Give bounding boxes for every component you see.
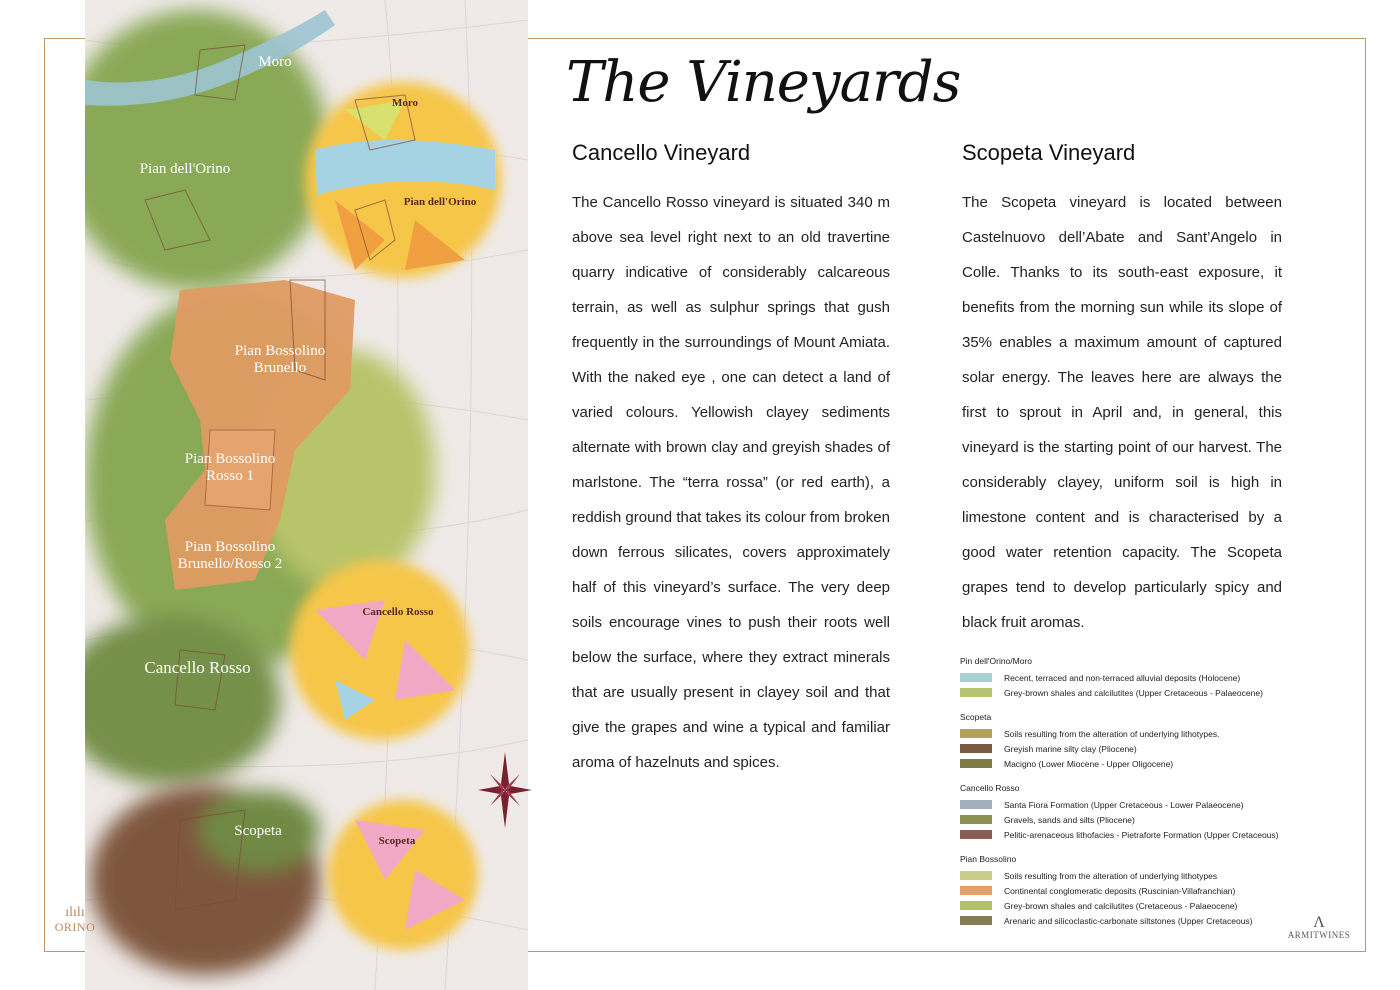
legend-swatch (960, 759, 992, 768)
legend-item (960, 898, 1290, 913)
legend-swatch (960, 901, 992, 910)
map-label-bossolino-brunello-rosso2 (155, 539, 305, 574)
cancello-description: The Cancello Rosso vineyard is situated 340 m above sea level right next to an old travertine quarry indicative of considerably calcareous terrain, as well as sulphur springs that gush frequently in the surroundings of Mount Amiata. With the naked eye , one can detect a land of varied colours. Yellowish clayey sediments alternate with brown clay and greyish shades of marlstone. The “terra rossa” (or red earth), a reddish ground that takes its colour from broken down ferrous silicates, covers approximately half of this vineyard’s surface. The very deep soils encourage vines to push their roots well below the surface, where they extract minerals that are usually present in clayey soil and that give the grapes and wine a typical and familiar aroma of hazelnuts and spices. (572, 194, 890, 771)
legend-label: Santa Fiora Formation (Upper Cretaceous - Lower Palaeocene) (1004, 799, 1244, 810)
legend-label: Pelitic-arenaceous lithofacies - Pietraforte Formation (Upper Cretaceous) (1004, 829, 1279, 840)
legend-label: Arenaric and silicoclastic-carbonate siltstones (Upper Cretaceous) (1004, 915, 1253, 926)
scopeta-description: The Scopeta vineyard is located between Castelnuovo dell’Abate and Sant’Angelo in Colle. Thanks to its south-east exposure, it benefits from the morning sun while its slope of 35% enables a maximum amount of captured solar energy. The leaves here are always the first to sprout in April and, in general, this vineyard is the starting point of our harvest. The considerably clayey, uniform soil is high in limestone content and is characterised by a good water retention capacity. The Scopeta grapes tend to develop particularly spicy and black fruit aromas. (962, 194, 1282, 631)
map-label-bossolino-rosso (165, 451, 295, 486)
legend-label: Gravels, sands and silts (Pliocene) (1004, 814, 1135, 825)
legend-label: Recent, terraced and non-terraced alluvial deposits (Holocene) (1004, 672, 1241, 683)
legend-label: Greyish marine silty clay (Pliocene) (1004, 743, 1137, 754)
page-title: The Vineyards (566, 50, 961, 115)
map-label-pian-orino: Pian dell'Orino (139, 161, 231, 177)
soil-legend (960, 656, 1290, 940)
legend-swatch (960, 916, 992, 925)
map-label-line: Pian Bossolino (184, 451, 276, 467)
legend-item (960, 685, 1290, 700)
legend-item (960, 812, 1290, 827)
legend-swatch (960, 673, 992, 682)
legend-group-title: Scopeta (960, 712, 992, 722)
legend-item (960, 883, 1290, 898)
legend-item (960, 868, 1290, 883)
armit-logo-name: ARMITWINES (1287, 930, 1351, 940)
legend-label: Continental conglomeratic deposits (Ruscinian-Villafranchian) (1004, 885, 1236, 896)
map-label-scopeta: Scopeta (234, 823, 282, 839)
legend-label: Grey-brown shales and calcilutites (Cretaceous - Palaeocene) (1004, 900, 1238, 911)
legend-item (960, 741, 1290, 756)
map-label-pian-orino-geo: Pian dell'Orino (403, 196, 477, 208)
legend-swatch (960, 744, 992, 753)
legend-swatch (960, 688, 992, 697)
legend-item (960, 670, 1290, 685)
legend-label: Grey-brown shales and calcilutites (Upper Cretaceous - Palaeocene) (1004, 687, 1263, 698)
armit-wines-logo (1282, 916, 1356, 940)
legend-swatch (960, 729, 992, 738)
legend-group-cancello-rosso (960, 783, 1290, 842)
map-artwork (85, 0, 528, 990)
map-label-line: Rosso 1 (206, 468, 254, 485)
legend-swatch (960, 886, 992, 895)
legend-item (960, 756, 1290, 771)
legend-group-title: Pian Bossolino (960, 854, 1017, 864)
legend-label: Soils resulting from the alteration of underlying lithotypes. (1004, 728, 1220, 739)
compass-rose-icon (478, 752, 532, 828)
legend-swatch (960, 830, 992, 839)
cancello-heading: Cancello Vineyard (572, 140, 751, 165)
map-label-cancello-rosso-geo: Cancello Rosso (362, 606, 434, 618)
legend-item (960, 827, 1290, 842)
legend-group-scopeta (960, 712, 1290, 771)
orino-logo (52, 906, 98, 934)
scopeta-heading: Scopeta Vineyard (962, 140, 1136, 165)
map-label-line: Pian Bossolino (234, 343, 326, 359)
map-label-moro-geo: Moro (391, 97, 419, 109)
orino-logo-mark: ılılı (65, 905, 85, 920)
legend-swatch (960, 800, 992, 809)
legend-item (960, 913, 1290, 928)
map-label-scopeta-geo: Scopeta (378, 835, 416, 847)
map-label-line: Brunello/Rosso 2 (177, 556, 283, 573)
legend-group-orino-moro (960, 656, 1290, 700)
vineyard-map (85, 0, 528, 990)
map-label-bossolino-brunello (215, 343, 345, 378)
map-label-line: Brunello (253, 360, 307, 377)
legend-item (960, 797, 1290, 812)
legend-group-title: Pin dell'Orino/Moro (960, 656, 1033, 666)
map-label-moro: Moro (258, 54, 292, 70)
legend-label: Macigno (Lower Miocene - Upper Oligocene) (1004, 758, 1174, 769)
orino-logo-name: ORINO (54, 920, 96, 934)
armit-logo-mark: Λ (1313, 914, 1325, 931)
legend-item (960, 726, 1290, 741)
legend-label: Soils resulting from the alteration of underlying lithotypes (1004, 870, 1218, 881)
legend-group-title: Cancello Rosso (960, 783, 1020, 793)
legend-group-pian-bossolino (960, 854, 1290, 928)
map-label-cancello-rosso: Cancello Rosso (144, 658, 251, 677)
legend-swatch (960, 871, 992, 880)
map-label-line: Pian Bossolino (184, 539, 276, 555)
legend-swatch (960, 815, 992, 824)
